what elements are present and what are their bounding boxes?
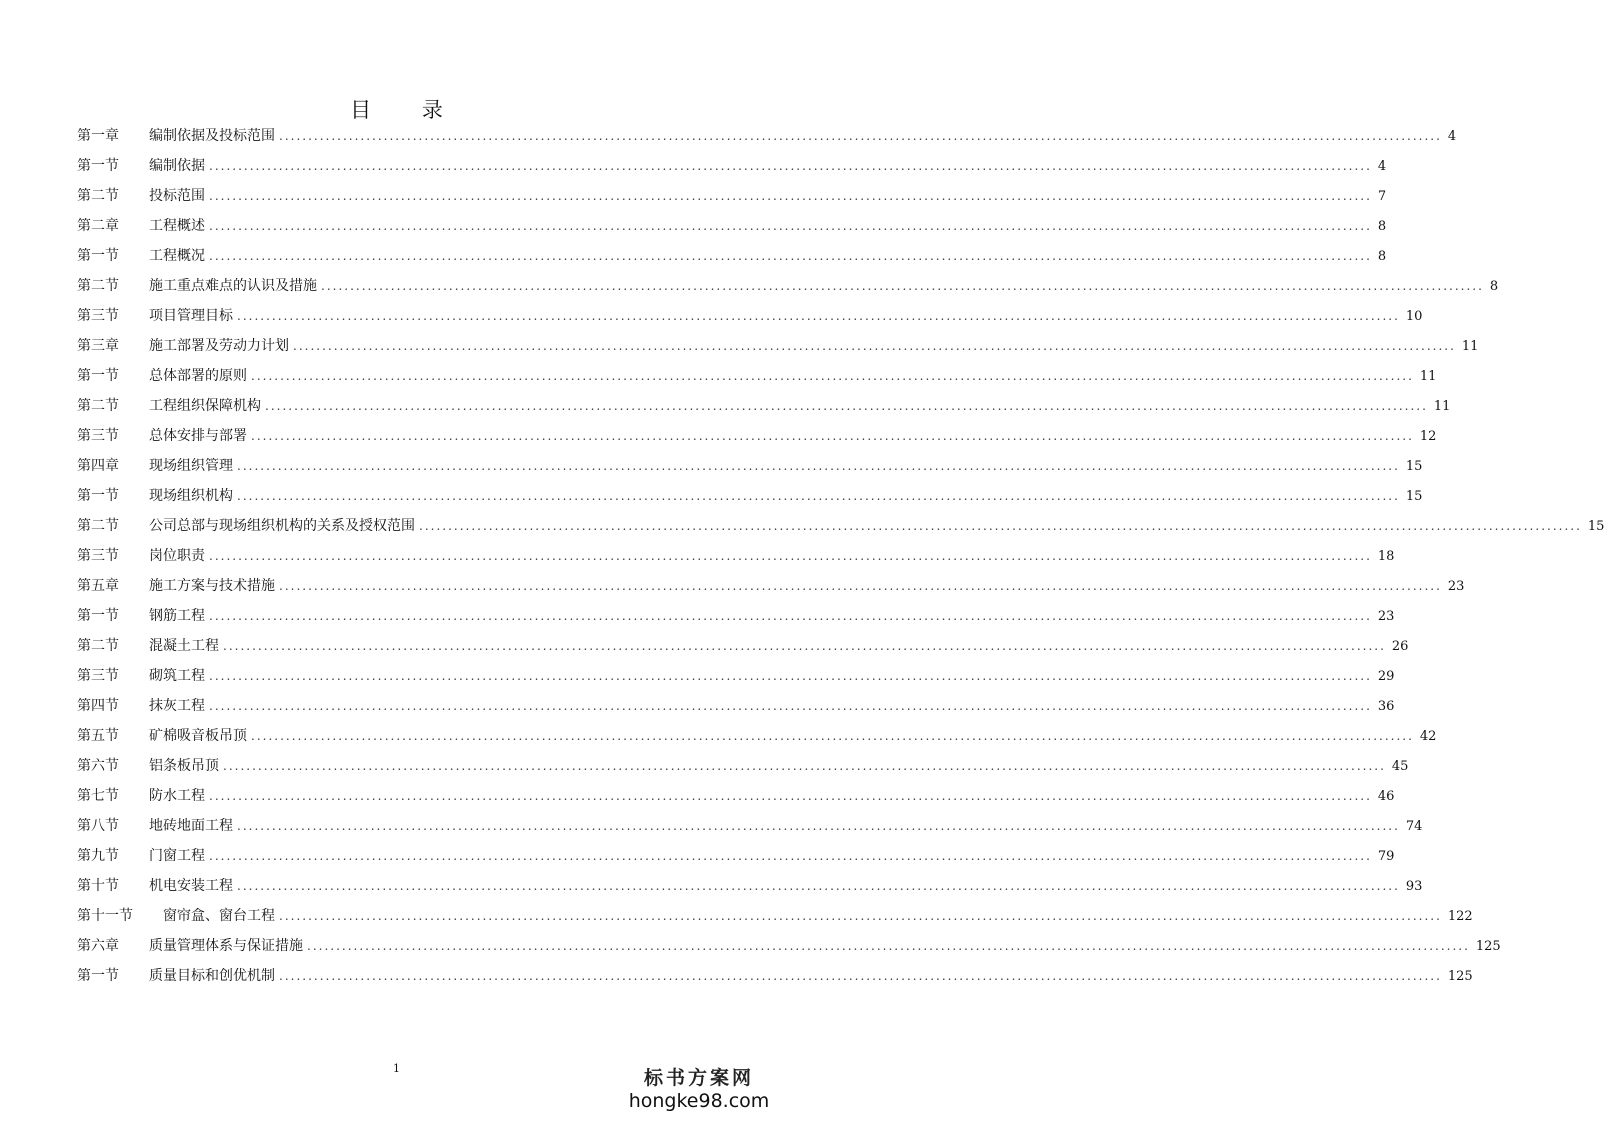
toc-entry-label: 工程概述	[149, 218, 205, 234]
toc-dot-leader: ........................................................................................................................................................................................................	[209, 159, 1372, 173]
toc-entry-number: 第六节	[77, 758, 119, 774]
toc-entry[interactable]	[77, 361, 1437, 391]
toc-dot-leader: ........................................................................................................................................................................................................	[223, 759, 1386, 773]
toc-entry-page: 8	[1489, 279, 1499, 294]
toc-entry-number: 第一节	[77, 248, 119, 264]
toc-entry[interactable]	[77, 151, 1387, 181]
toc-dot-leader: ........................................................................................................................................................................................................	[279, 969, 1442, 983]
toc-dot-leader: ........................................................................................................................................................................................................	[251, 729, 1414, 743]
toc-entry-label: 施工部署及劳动力计划	[149, 338, 289, 354]
toc-entry-page: 8	[1377, 249, 1387, 264]
toc-entry-page: 74	[1405, 819, 1423, 834]
toc-entry-page: 15	[1405, 459, 1423, 474]
toc-entry-number: 第五章	[77, 578, 119, 594]
toc-entry-label: 防水工程	[149, 788, 205, 804]
toc-entry[interactable]	[77, 841, 1395, 871]
toc-entry-number: 第十一节	[77, 908, 133, 924]
table-of-contents	[77, 121, 1604, 991]
toc-entry-number: 第三节	[77, 668, 119, 684]
toc-dot-leader: ........................................................................................................................................................................................................	[209, 609, 1372, 623]
toc-entry-label: 公司总部与现场组织机构的关系及授权范围	[149, 518, 415, 534]
toc-entry-label: 施工方案与技术措施	[149, 578, 275, 594]
toc-entry-label: 质量目标和创优机制	[149, 968, 275, 984]
watermark-url: hongke98.com	[628, 1090, 770, 1112]
toc-entry[interactable]	[77, 751, 1409, 781]
toc-entry-number: 第一节	[77, 968, 119, 984]
toc-entry-page: 7	[1377, 189, 1387, 204]
toc-entry-number: 第九节	[77, 848, 119, 864]
toc-entry[interactable]	[77, 721, 1437, 751]
toc-entry-number: 第一节	[77, 368, 119, 384]
toc-entry-number: 第二节	[77, 188, 119, 204]
toc-entry-label: 抹灰工程	[149, 698, 205, 714]
toc-entry-label: 质量管理体系与保证措施	[149, 938, 303, 954]
toc-entry-page: 79	[1377, 849, 1395, 864]
toc-entry-page: 4	[1377, 159, 1387, 174]
toc-entry-label: 地砖地面工程	[149, 818, 233, 834]
toc-entry-label: 总体部署的原则	[149, 368, 247, 384]
toc-entry[interactable]	[77, 661, 1395, 691]
toc-entry-label: 项目管理目标	[149, 308, 233, 324]
toc-entry[interactable]	[77, 121, 1457, 151]
toc-entry[interactable]	[77, 691, 1395, 721]
toc-entry[interactable]	[77, 601, 1395, 631]
toc-entry-page: 15	[1587, 519, 1604, 534]
toc-entry-number: 第四节	[77, 698, 119, 714]
toc-entry-page: 125	[1475, 939, 1501, 954]
toc-entry-number: 第二节	[77, 518, 119, 534]
toc-entry-page: 93	[1405, 879, 1423, 894]
page-number: 1	[393, 1062, 400, 1075]
toc-entry[interactable]	[77, 331, 1479, 361]
toc-entry-number: 第十节	[77, 878, 119, 894]
toc-entry[interactable]	[77, 511, 1604, 541]
toc-dot-leader: ........................................................................................................................................................................................................	[419, 519, 1582, 533]
toc-entry-number: 第六章	[77, 938, 119, 954]
toc-entry-page: 23	[1377, 609, 1395, 624]
toc-entry[interactable]	[77, 391, 1451, 421]
watermark-title: 标书方案网	[643, 1067, 754, 1089]
toc-entry-label: 现场组织管理	[149, 458, 233, 474]
toc-entry[interactable]	[77, 871, 1423, 901]
toc-entry-number: 第三节	[77, 308, 119, 324]
toc-entry-number: 第三节	[77, 428, 119, 444]
toc-entry-number: 第二节	[77, 278, 119, 294]
toc-entry-number: 第一章	[77, 128, 119, 144]
toc-entry-label: 岗位职责	[149, 548, 205, 564]
toc-dot-leader: ........................................................................................................................................................................................................	[237, 459, 1400, 473]
toc-entry-page: 11	[1433, 399, 1451, 414]
toc-entry-label: 门窗工程	[149, 848, 205, 864]
toc-entry-number: 第三章	[77, 338, 119, 354]
toc-entry-label: 窗帘盒、窗台工程	[163, 908, 275, 924]
toc-dot-leader: ........................................................................................................................................................................................................	[209, 789, 1372, 803]
toc-entry[interactable]	[77, 421, 1437, 451]
toc-dot-leader: ........................................................................................................................................................................................................	[209, 219, 1372, 233]
toc-dot-leader: ........................................................................................................................................................................................................	[209, 669, 1372, 683]
toc-entry[interactable]	[77, 781, 1395, 811]
toc-dot-leader: ........................................................................................................................................................................................................	[293, 339, 1456, 353]
toc-entry[interactable]	[77, 301, 1423, 331]
toc-entry[interactable]	[77, 931, 1501, 961]
toc-entry-number: 第一节	[77, 158, 119, 174]
toc-entry[interactable]	[77, 571, 1465, 601]
toc-dot-leader: ........................................................................................................................................................................................................	[279, 579, 1442, 593]
toc-dot-leader: ........................................................................................................................................................................................................	[321, 279, 1484, 293]
toc-entry-page: 46	[1377, 789, 1395, 804]
toc-dot-leader: ........................................................................................................................................................................................................	[237, 879, 1400, 893]
toc-dot-leader: ........................................................................................................................................................................................................	[209, 849, 1372, 863]
toc-entry-label: 机电安装工程	[149, 878, 233, 894]
toc-entry[interactable]	[77, 181, 1387, 211]
toc-entry[interactable]	[77, 961, 1473, 991]
site-watermark	[619, 1066, 779, 1112]
toc-dot-leader: ........................................................................................................................................................................................................	[279, 909, 1442, 923]
toc-dot-leader: ........................................................................................................................................................................................................	[265, 399, 1428, 413]
toc-entry-page: 125	[1447, 969, 1473, 984]
toc-entry[interactable]	[77, 211, 1387, 241]
toc-entry-label: 矿棉吸音板吊顶	[149, 728, 247, 744]
toc-entry-label: 总体安排与部署	[149, 428, 247, 444]
toc-entry-page: 42	[1419, 729, 1437, 744]
toc-entry[interactable]	[77, 481, 1423, 511]
toc-entry[interactable]	[77, 541, 1395, 571]
toc-dot-leader: ........................................................................................................................................................................................................	[279, 129, 1442, 143]
toc-dot-leader: ........................................................................................................................................................................................................	[209, 189, 1372, 203]
toc-dot-leader: ........................................................................................................................................................................................................	[209, 249, 1372, 263]
toc-entry-label: 砌筑工程	[149, 668, 205, 684]
toc-entry-label: 现场组织机构	[149, 488, 233, 504]
toc-entry-label: 编制依据	[149, 158, 205, 174]
toc-entry-page: 26	[1391, 639, 1409, 654]
toc-entry-label: 施工重点难点的认识及措施	[149, 278, 317, 294]
toc-entry[interactable]	[77, 631, 1409, 661]
toc-dot-leader: ........................................................................................................................................................................................................	[251, 429, 1414, 443]
toc-dot-leader: ........................................................................................................................................................................................................	[237, 819, 1400, 833]
toc-dot-leader: ........................................................................................................................................................................................................	[209, 549, 1372, 563]
toc-entry-page: 12	[1419, 429, 1437, 444]
toc-entry-label: 钢筋工程	[149, 608, 205, 624]
toc-dot-leader: ........................................................................................................................................................................................................	[237, 309, 1400, 323]
toc-entry-number: 第五节	[77, 728, 119, 744]
toc-dot-leader: ........................................................................................................................................................................................................	[251, 369, 1414, 383]
page-title: 目 录	[350, 98, 465, 122]
toc-entry-page: 122	[1447, 909, 1473, 924]
toc-entry-label: 编制依据及投标范围	[149, 128, 275, 144]
toc-entry[interactable]	[77, 271, 1499, 301]
toc-entry-label: 投标范围	[149, 188, 205, 204]
toc-entry-number: 第一节	[77, 488, 119, 504]
toc-entry[interactable]	[77, 901, 1473, 931]
toc-entry-number: 第二章	[77, 218, 119, 234]
toc-entry-number: 第七节	[77, 788, 119, 804]
toc-entry-page: 45	[1391, 759, 1409, 774]
toc-entry-page: 36	[1377, 699, 1395, 714]
toc-entry-page: 11	[1419, 369, 1437, 384]
toc-dot-leader: ........................................................................................................................................................................................................	[223, 639, 1386, 653]
toc-entry[interactable]	[77, 451, 1423, 481]
toc-entry[interactable]	[77, 241, 1387, 271]
toc-entry-number: 第二节	[77, 638, 119, 654]
toc-entry-page: 10	[1405, 309, 1423, 324]
toc-entry-number: 第三节	[77, 548, 119, 564]
toc-entry-number: 第一节	[77, 608, 119, 624]
toc-entry-page: 8	[1377, 219, 1387, 234]
toc-entry-label: 铝条板吊顶	[149, 758, 219, 774]
toc-entry-page: 23	[1447, 579, 1465, 594]
toc-entry[interactable]	[77, 811, 1423, 841]
toc-entry-page: 18	[1377, 549, 1395, 564]
toc-dot-leader: ........................................................................................................................................................................................................	[209, 699, 1372, 713]
toc-entry-number: 第二节	[77, 398, 119, 414]
toc-entry-label: 混凝土工程	[149, 638, 219, 654]
toc-entry-page: 15	[1405, 489, 1423, 504]
toc-entry-page: 29	[1377, 669, 1395, 684]
toc-entry-number: 第八节	[77, 818, 119, 834]
toc-entry-page: 4	[1447, 129, 1457, 144]
toc-dot-leader: ........................................................................................................................................................................................................	[237, 489, 1400, 503]
toc-dot-leader: ........................................................................................................................................................................................................	[307, 939, 1470, 953]
toc-entry-label: 工程概况	[149, 248, 205, 264]
toc-entry-number: 第四章	[77, 458, 119, 474]
toc-entry-page: 11	[1461, 339, 1479, 354]
toc-entry-label: 工程组织保障机构	[149, 398, 261, 414]
